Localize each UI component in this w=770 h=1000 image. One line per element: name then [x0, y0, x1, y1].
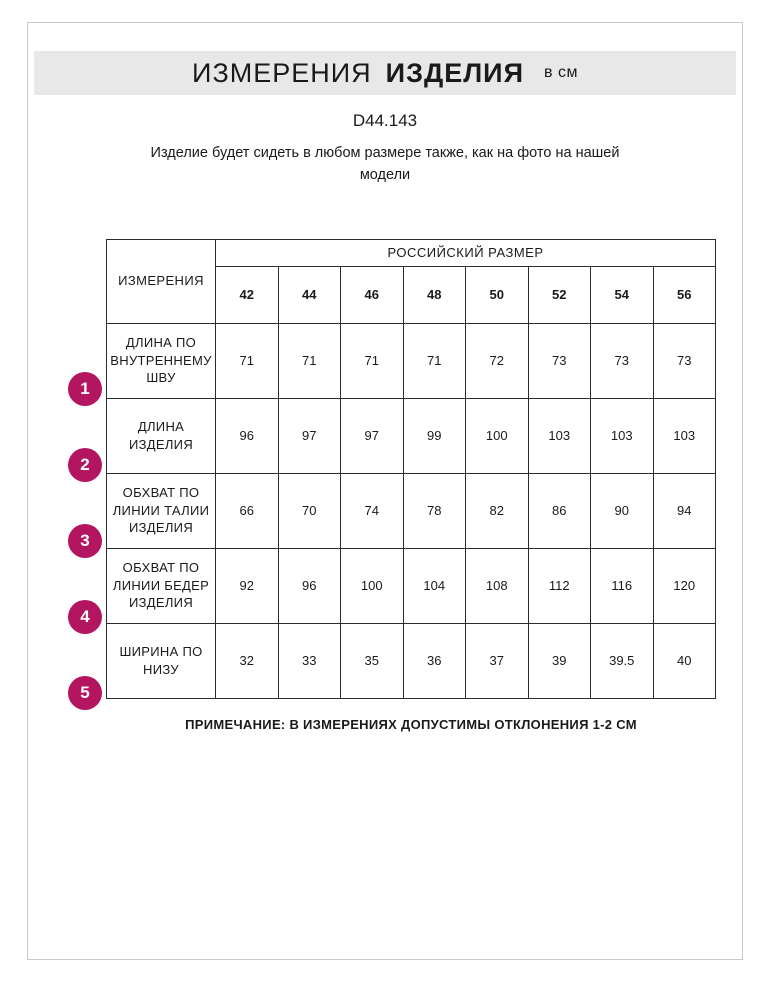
row-number-badges: [28, 239, 106, 732]
cell-r3-c42: 66: [216, 473, 279, 548]
cell-r3-c44: 70: [278, 473, 341, 548]
cell-r5-c48: 36: [403, 623, 466, 698]
header-russian-size: РОССИЙСКИЙ РАЗМЕР: [216, 239, 716, 266]
cell-r2-c42: 96: [216, 398, 279, 473]
corner-measurements-label: ИЗМЕРЕНИЯ: [107, 239, 216, 323]
cell-r3-c54: 90: [591, 473, 654, 548]
cell-r5-c46: 35: [341, 623, 404, 698]
cell-r2-c56: 103: [653, 398, 716, 473]
cell-r1-c54: 73: [591, 323, 654, 398]
cell-r5-c42: 32: [216, 623, 279, 698]
row-badge-5: 5: [68, 676, 102, 710]
size-header-52: 52: [528, 266, 591, 323]
table-header-group-row: [107, 239, 716, 266]
cell-r2-c44: 97: [278, 398, 341, 473]
cell-r2-c46: 97: [341, 398, 404, 473]
cell-r3-c48: 78: [403, 473, 466, 548]
size-header-54: 54: [591, 266, 654, 323]
table-row: [107, 473, 716, 548]
size-header-48: 48: [403, 266, 466, 323]
row-label-5: ШИРИНА ПО НИЗУ: [107, 623, 216, 698]
cell-r4-c54: 116: [591, 548, 654, 623]
row-badge-1: 1: [68, 372, 102, 406]
row-badge-4: 4: [68, 600, 102, 634]
size-header-44: 44: [278, 266, 341, 323]
row-label-1: ДЛИНА ПО ВНУТРЕННЕМУ ШВУ: [107, 323, 216, 398]
cell-r5-c54: 39.5: [591, 623, 654, 698]
row-badge-3: 3: [68, 524, 102, 558]
cell-r4-c50: 108: [466, 548, 529, 623]
cell-r4-c56: 120: [653, 548, 716, 623]
size-header-50: 50: [466, 266, 529, 323]
article-code: D44.143: [352, 111, 418, 130]
cell-r1-c56: 73: [653, 323, 716, 398]
fit-description: Изделие будет сидеть в любом размере также, как на фото на нашей модели: [150, 145, 620, 183]
cell-r1-c52: 73: [528, 323, 591, 398]
row-label-2: ДЛИНА ИЗДЕЛИЯ: [107, 398, 216, 473]
cell-r2-c54: 103: [591, 398, 654, 473]
cell-r3-c52: 86: [528, 473, 591, 548]
size-header-46: 46: [341, 266, 404, 323]
cell-r1-c46: 71: [341, 323, 404, 398]
cell-r5-c56: 40: [653, 623, 716, 698]
cell-r1-c42: 71: [216, 323, 279, 398]
row-label-3: ОБХВАТ ПО ЛИНИИ ТАЛИИ ИЗДЕЛИЯ: [107, 473, 216, 548]
cell-r1-c48: 71: [403, 323, 466, 398]
cell-r2-c48: 99: [403, 398, 466, 473]
cell-r3-c50: 82: [466, 473, 529, 548]
table-row: [107, 548, 716, 623]
row-label-4: ОБХВАТ ПО ЛИНИИ БЕДЕР ИЗДЕЛИЯ: [107, 548, 216, 623]
measurements-table: [106, 239, 716, 699]
cell-r3-c46: 74: [341, 473, 404, 548]
cell-r2-c50: 100: [466, 398, 529, 473]
table-row: [107, 623, 716, 698]
row-badge-2: 2: [68, 448, 102, 482]
cell-r1-c44: 71: [278, 323, 341, 398]
cell-r4-c46: 100: [341, 548, 404, 623]
title-product: ИЗДЕЛИЯ: [385, 57, 524, 88]
cell-r2-c52: 103: [528, 398, 591, 473]
cell-r4-c44: 96: [278, 548, 341, 623]
cell-r5-c52: 39: [528, 623, 591, 698]
cell-r3-c56: 94: [653, 473, 716, 548]
cell-r5-c50: 37: [466, 623, 529, 698]
size-header-42: 42: [216, 266, 279, 323]
size-header-56: 56: [653, 266, 716, 323]
table-row: [107, 323, 716, 398]
cell-r5-c44: 33: [278, 623, 341, 698]
title-unit: в см: [544, 64, 578, 81]
table-row: [107, 398, 716, 473]
title-measurements: ИЗМЕРЕНИЯ: [192, 57, 372, 88]
cell-r4-c48: 104: [403, 548, 466, 623]
title-banner: [34, 51, 736, 95]
cell-r1-c50: 72: [466, 323, 529, 398]
measurements-table-wrapper: [28, 239, 742, 732]
cell-r4-c42: 92: [216, 548, 279, 623]
cell-r4-c52: 112: [528, 548, 591, 623]
table-note: ПРИМЕЧАНИЕ: В ИЗМЕРЕНИЯХ ДОПУСТИМЫ ОТКЛОНЕНИЯ 1-2 СМ: [185, 716, 637, 732]
page-content: [28, 23, 742, 732]
